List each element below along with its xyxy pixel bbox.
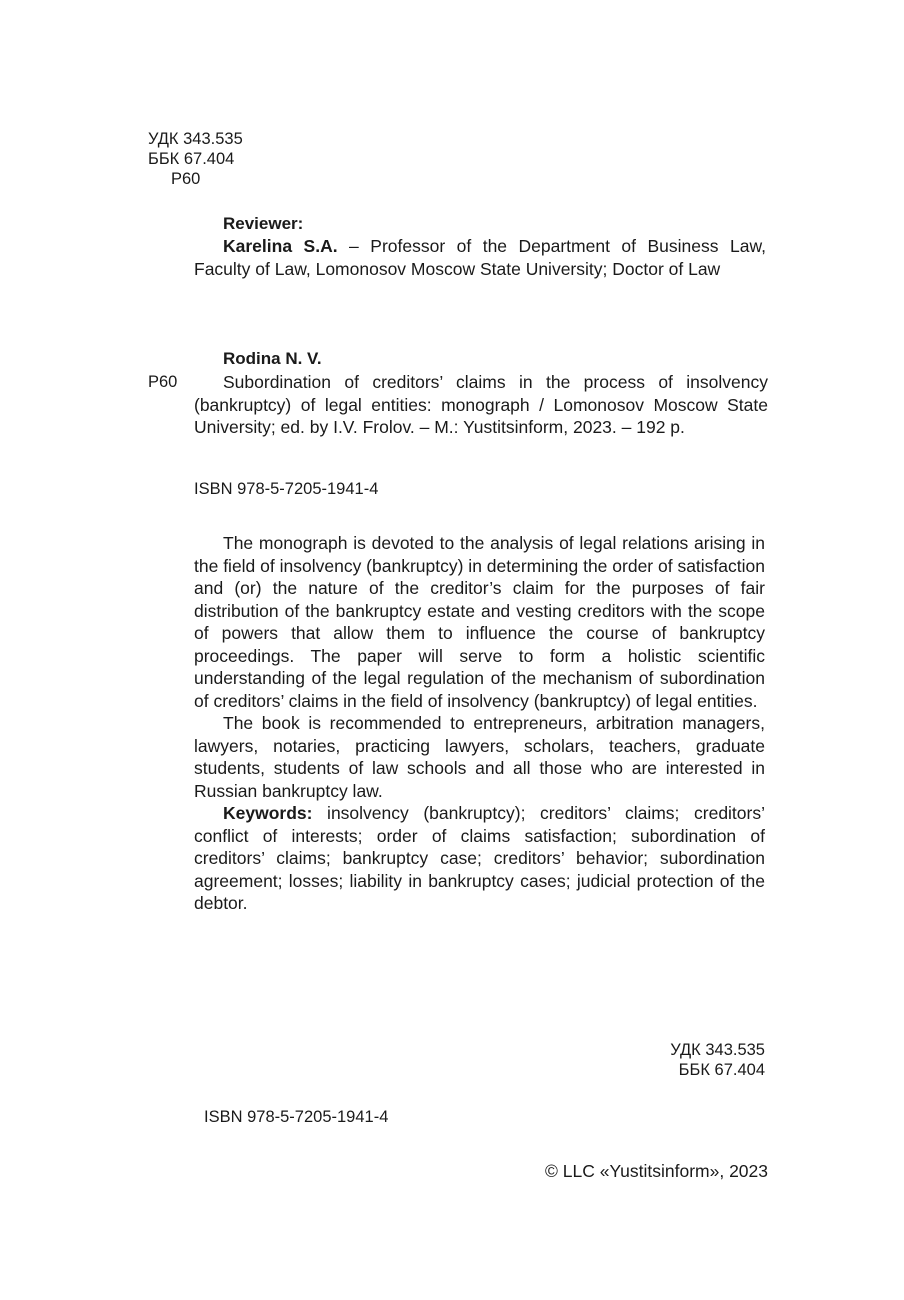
footer-udk: УДК 343.535 (670, 1041, 765, 1059)
copyright: © LLC «Yustitsinform», 2023 (544, 1161, 768, 1181)
abstract-paragraph-2: The book is recommended to entrepreneurs, arbitration managers, lawyers, notaries, practicing lawyers, scholars, teachers, graduate students, students of law schools and all those who are interested in Russian bankruptcy law. (194, 713, 765, 801)
book-author: Rodina N. V. (223, 349, 322, 368)
reviewer-info (194, 235, 766, 280)
author-mark-side: Р60 (148, 373, 178, 391)
reviewer-heading: Reviewer: (223, 214, 304, 233)
abstract-paragraph-1: The monograph is devoted to the analysis of legal relations arising in the field of insolvency (bankruptcy) in determining the order of satisfaction and (or) the nature of the creditor’s claim for the purposes of fair distribution of the bankruptcy estate and vesting creditors with the scope of powers that allow them to influence the course of bankruptcy proceedings. The paper will serve to form a holistic scientific understanding of the legal regulation of the mechanism of subordination of creditors’ claims in the field of insolvency (bankruptcy) of legal entities. (194, 533, 765, 711)
isbn-top: ISBN 978-5-7205-1941-4 (194, 480, 379, 498)
bibliographic-entry: Subordination of creditors’ claims in the process of insolvency (bankruptcy) of legal entities: monograph / Lomonosov Moscow State University; ed. by I.V. Frolov. – M.: Yustitsinform, 2023. – 192 p. (194, 372, 768, 437)
keywords-text: insolvency (bankruptcy); creditors’ claims; creditors’ conflict of interests; order of claims satisfaction; subordination of creditors’ claims; bankruptcy case; creditors’ behavior; subordination agreement; losses; liability in bankruptcy cases; judicial protection of the debtor. (194, 803, 765, 913)
abstract (194, 532, 765, 915)
bbk-code: ББК 67.404 (148, 150, 235, 168)
keywords-label: Keywords: (223, 803, 313, 823)
footer-codes (670, 1040, 765, 1080)
reviewer-description: – Professor of the Department of Business Law, Faculty of Law, Lomonosov Moscow State University; Doctor of Law (194, 236, 766, 279)
udk-code: УДК 343.535 (148, 130, 243, 148)
classification-codes (148, 129, 243, 189)
footer-bbk: ББК 67.404 (678, 1061, 765, 1079)
isbn-bottom: ISBN 978-5-7205-1941-4 (204, 1108, 389, 1126)
author-mark: Р60 (171, 170, 201, 188)
keywords-paragraph (194, 802, 765, 915)
reviewer-name: Karelina S.A. (223, 236, 338, 256)
